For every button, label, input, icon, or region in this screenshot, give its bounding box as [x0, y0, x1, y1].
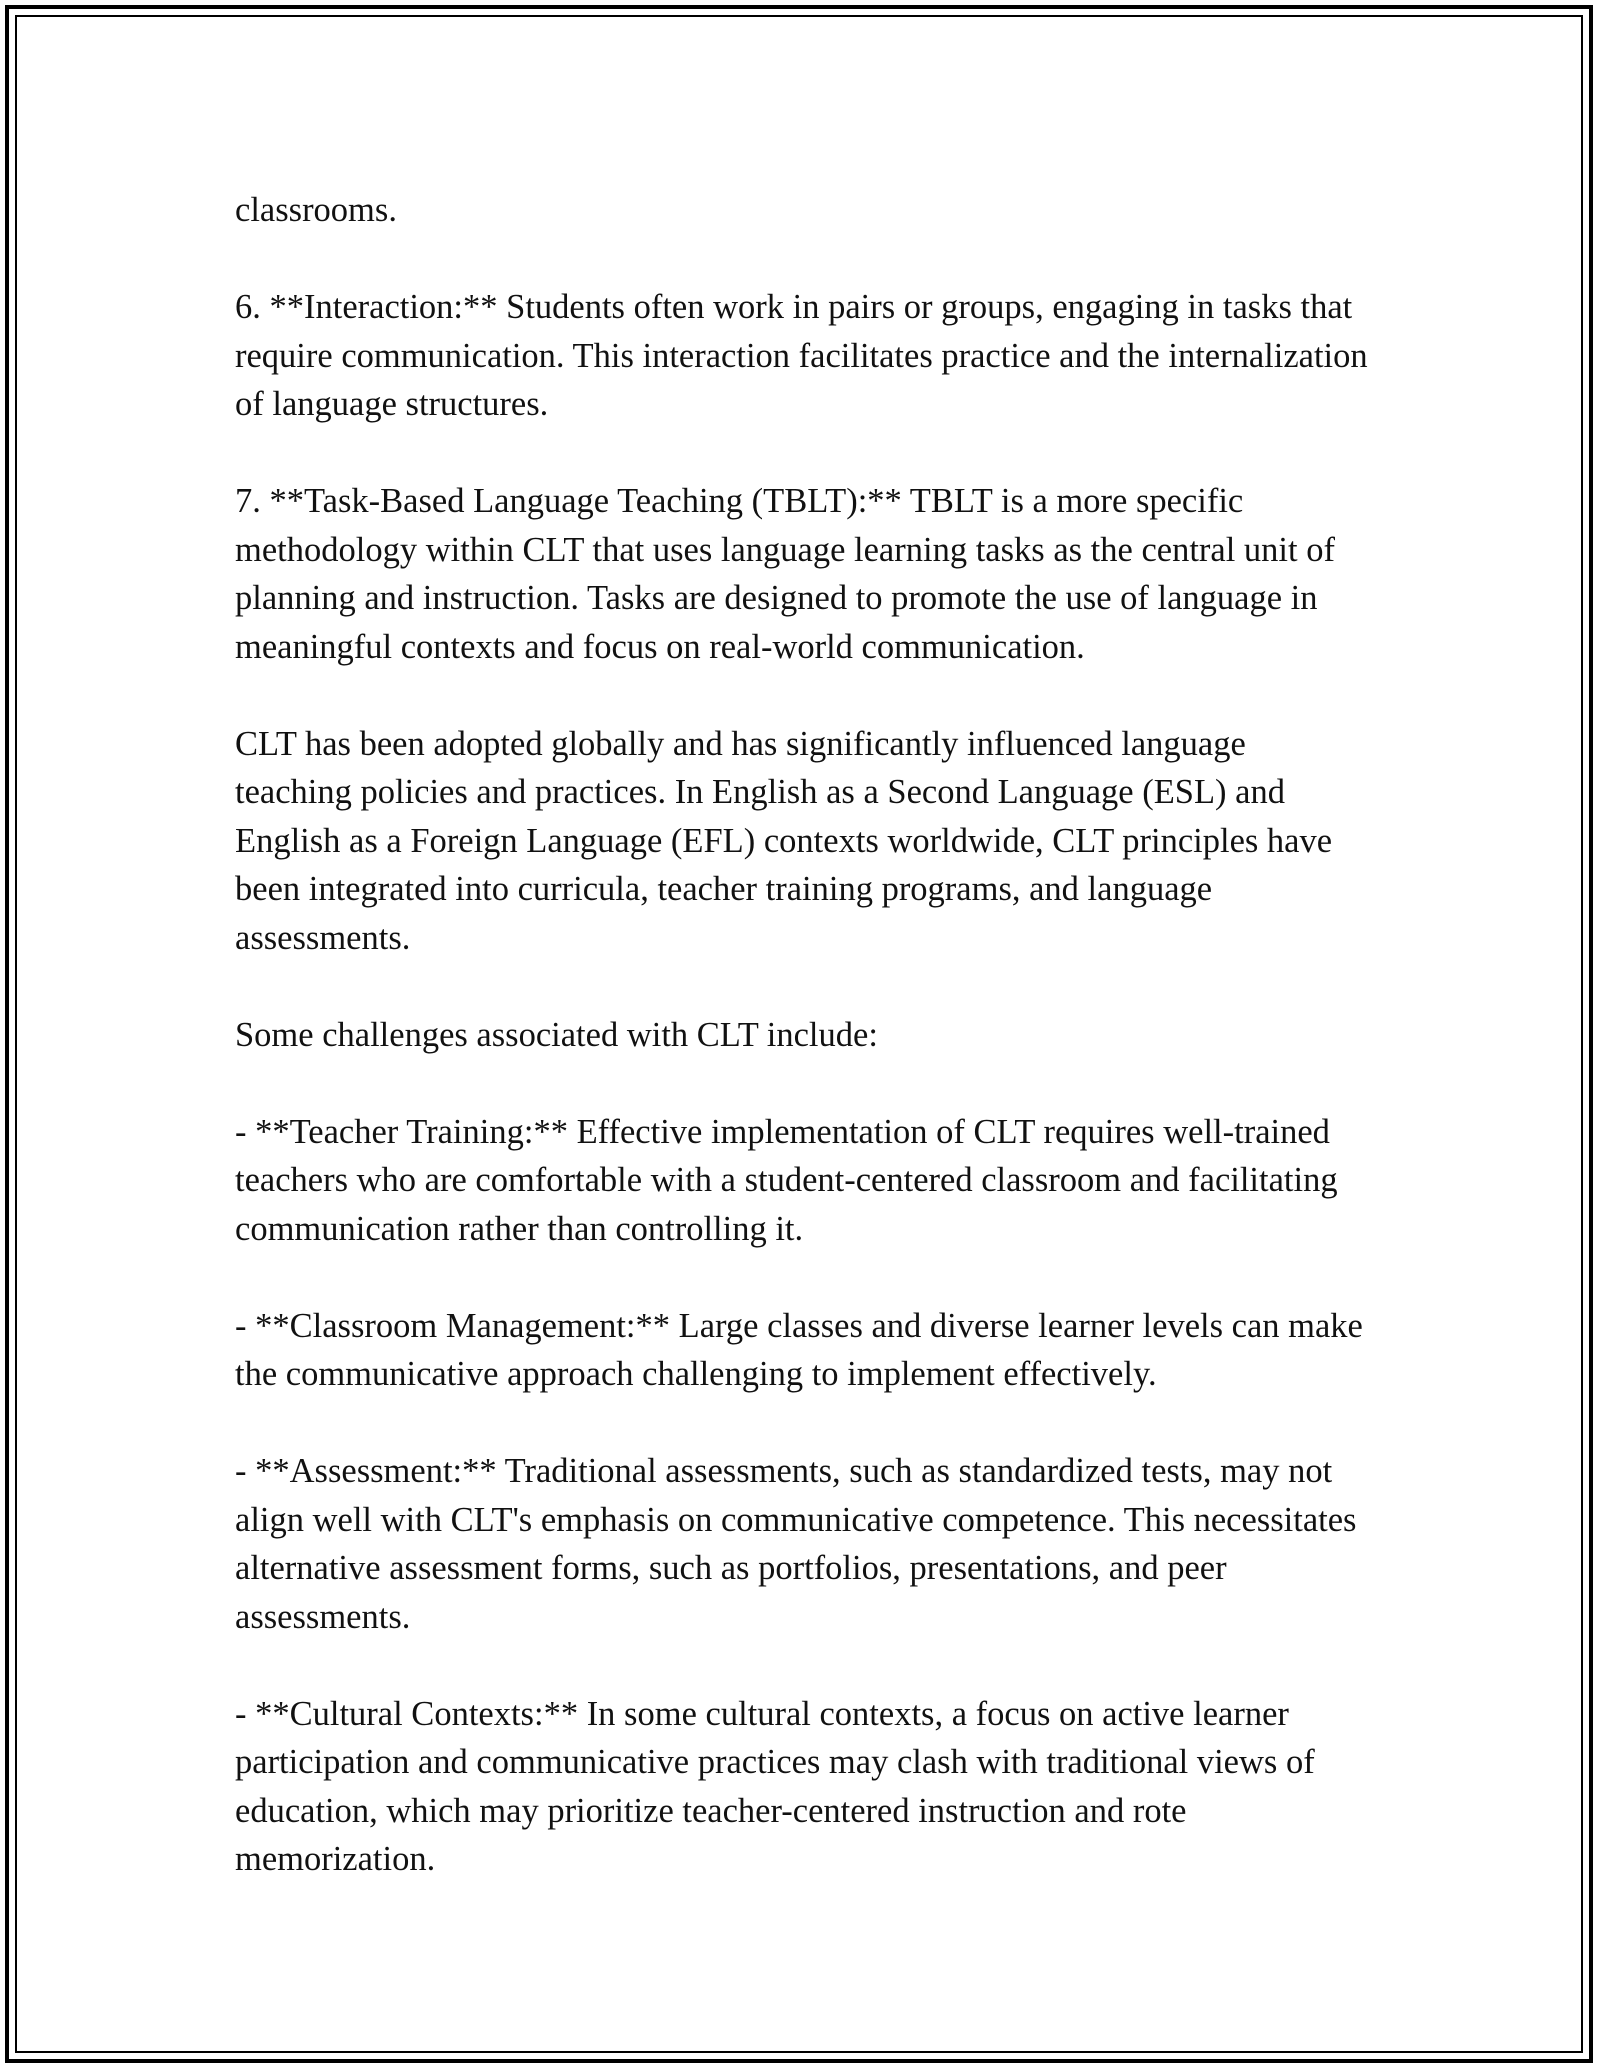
paragraph-teacher-training: - **Teacher Training:** Effective implementation of CLT requires well-trained teachers who are comfortable with a student-centered classroom and facilitating communication rather than controlling it. — [235, 1112, 1347, 1248]
paragraph-tblt: 7. **Task-Based Language Teaching (TBLT):** TBLT is a more specific methodology within CLT that uses language learning tasks as the central unit of planning and instruction. Tasks are designed to promote the use of language in meaningful contexts and focus on real-world communication. — [235, 482, 1344, 666]
document-body — [235, 186, 1377, 1884]
paragraph-clt-adoption: CLT has been adopted globally and has significantly influenced language teaching policies and practices. In English as a Second Language (ESL) and English as a Foreign Language (EFL) contexts worldwide, CLT principles have been integrated into curricula, teacher training programs, and language assessments. — [235, 724, 1341, 957]
paragraph-cultural-contexts: - **Cultural Contexts:** In some cultural contexts, a focus on active learner participation and communicative practices may clash with traditional views of education, which may prioritize teacher-centered instruction and rote memorization. — [235, 1694, 1324, 1878]
paragraph-classroom-management: - **Classroom Management:** Large classes and diverse learner levels can make the communicative approach challenging to implement effectively. — [235, 1306, 1372, 1393]
paragraph-continuation: classrooms. — [235, 191, 397, 229]
paragraph-assessment: - **Assessment:** Traditional assessments, such as standardized tests, may not align well with CLT's emphasis on communicative competence. This necessitates alternative assessment forms, such as portfolios, presentations, and peer assessments. — [235, 1452, 1366, 1636]
paragraph-interaction: 6. **Interaction:** Students often work in pairs or groups, engaging in tasks that require communication. This interaction facilitates practice and the internalization of language structures. — [235, 288, 1377, 423]
paragraph-challenges-intro: Some challenges associated with CLT include: — [235, 1015, 878, 1054]
